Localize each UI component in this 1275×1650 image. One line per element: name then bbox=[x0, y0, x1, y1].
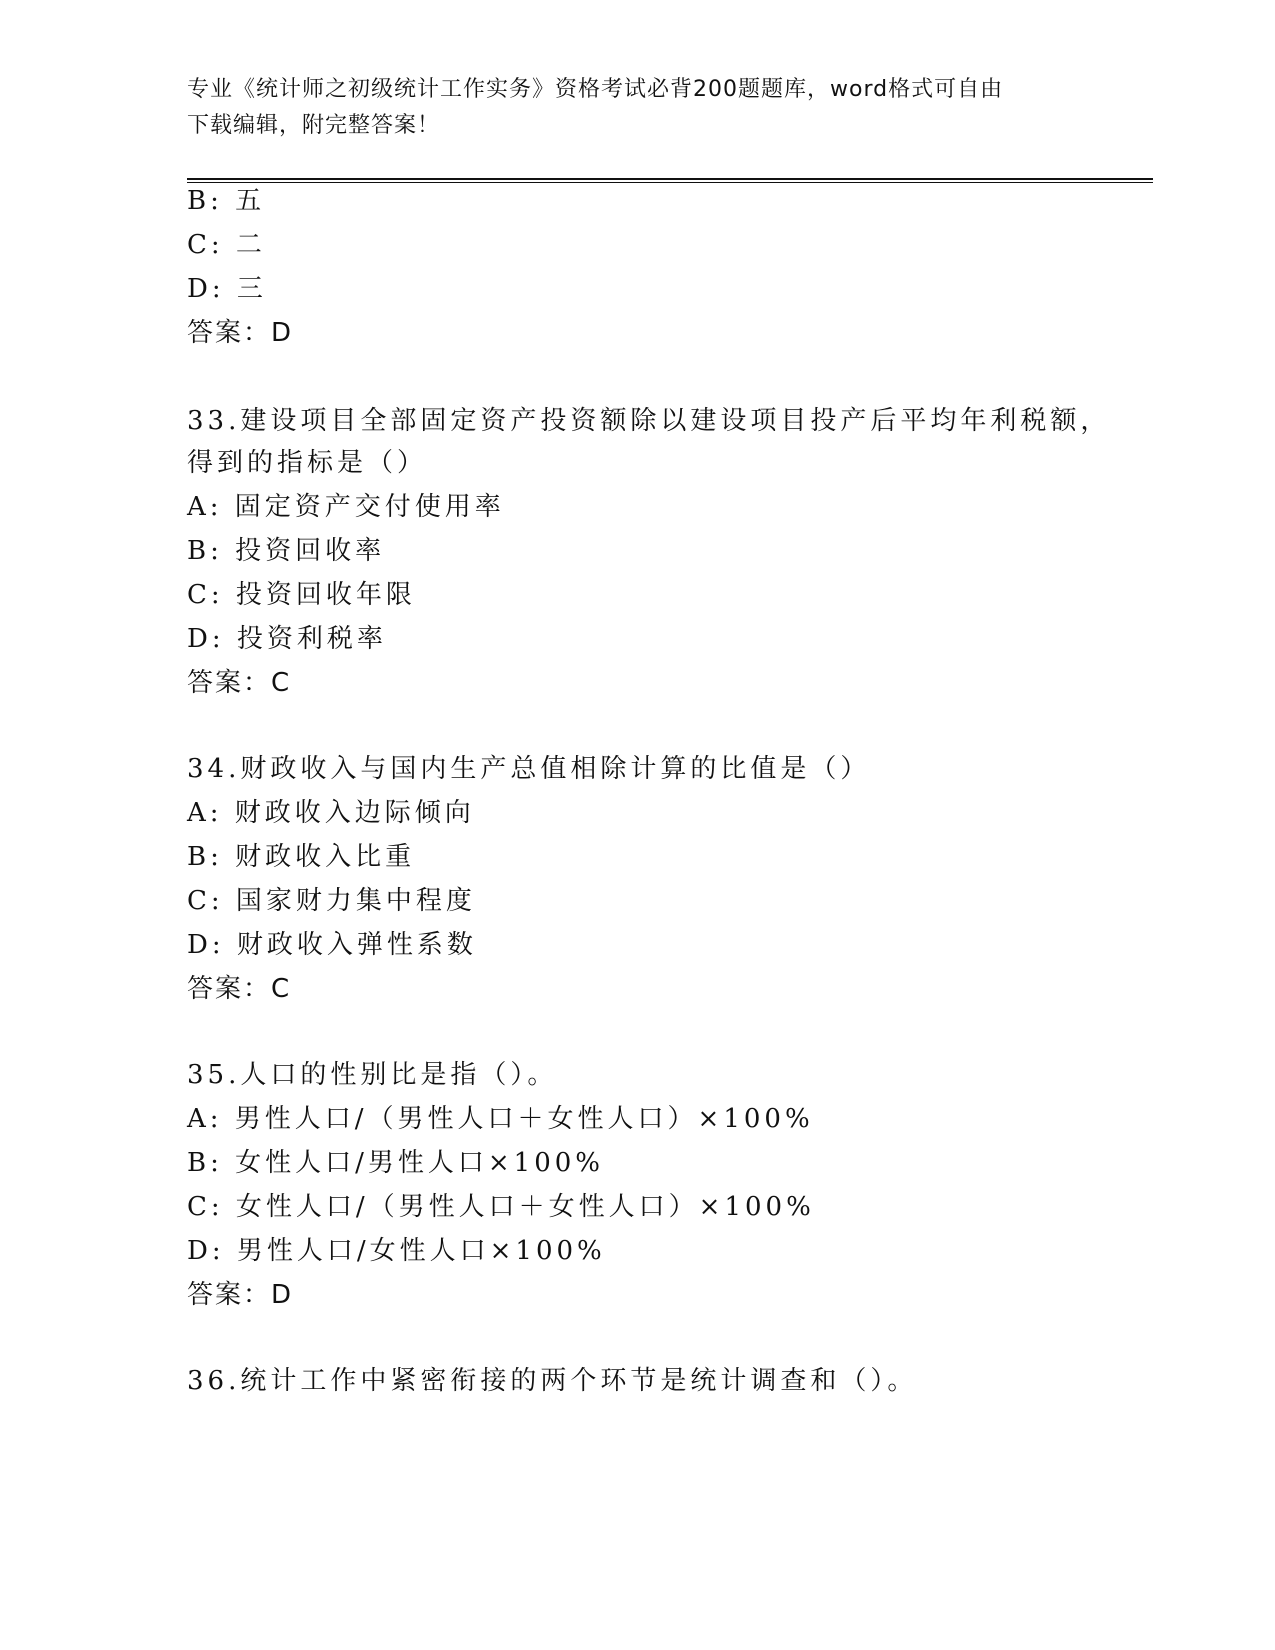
q33-stem-line-2: 得到的指标是（） bbox=[187, 448, 428, 478]
q33-option-c: C: 投资回收年限 bbox=[187, 580, 416, 610]
q33-stem-line-1: 33.建设项目全部固定资产投资额除以建设项目投产后平均年利税额， bbox=[187, 406, 1111, 436]
q34-option-a: A: 财政收入边际倾向 bbox=[187, 798, 475, 828]
q34-answer: 答案：C bbox=[187, 974, 292, 1004]
q33-option-a: A: 固定资产交付使用率 bbox=[187, 492, 505, 522]
q34-option-d: D: 财政收入弹性系数 bbox=[187, 930, 477, 960]
header-divider-thin bbox=[187, 182, 1153, 183]
q32-option-d: D: 三 bbox=[187, 274, 267, 304]
q35-answer: 答案：D bbox=[187, 1280, 294, 1310]
q32-answer: 答案：D bbox=[187, 318, 294, 348]
q35-option-c: C: 女性人口/（男性人口＋女性人口）×100% bbox=[187, 1192, 815, 1222]
q35-option-a: A: 男性人口/（男性人口＋女性人口）×100% bbox=[187, 1104, 814, 1134]
q35-option-d: D: 男性人口/女性人口×100% bbox=[187, 1236, 606, 1266]
q35-stem-line-1: 35.人口的性别比是指（）。 bbox=[187, 1060, 558, 1090]
q34-stem-line-1: 34.财政收入与国内生产总值相除计算的比值是（） bbox=[187, 754, 871, 784]
q35-option-b: B: 女性人口/男性人口×100% bbox=[187, 1148, 605, 1178]
header-line-1: 专业《统计师之初级统计工作实务》资格考试必背200题题库，word格式可自由 bbox=[187, 77, 1004, 102]
q33-option-d: D: 投资利税率 bbox=[187, 624, 387, 654]
q34-option-b: B: 财政收入比重 bbox=[187, 842, 416, 872]
q34-option-c: C: 国家财力集中程度 bbox=[187, 886, 476, 916]
q32-option-b: B: 五 bbox=[187, 186, 266, 216]
q33-answer: 答案：C bbox=[187, 668, 292, 698]
document-header bbox=[187, 72, 1087, 144]
q36-stem-line-1: 36.统计工作中紧密衔接的两个环节是统计调查和（）。 bbox=[187, 1366, 918, 1396]
q33-option-b: B: 投资回收率 bbox=[187, 536, 386, 566]
q32-option-c: C: 二 bbox=[187, 230, 266, 260]
header-divider-thick bbox=[187, 178, 1153, 180]
header-line-2: 下载编辑，附完整答案！ bbox=[187, 113, 441, 138]
